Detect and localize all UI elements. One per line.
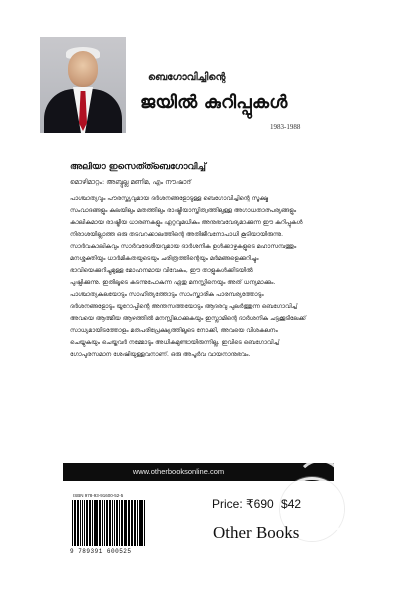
barcode-bar	[144, 500, 145, 546]
author-name: അലിയാ ഇസെത്ത്ബെഗോവിച്ച്	[70, 162, 206, 172]
blurb-line: കാലികമായ രാഷ്ട്രീയ ധാരണകളും ഏറ്റവുമധികം അനുഭവവേദ്യമാക്കുന്ന ഈ കുറിപ്പുകൾ	[70, 219, 303, 226]
website-url[interactable]: www.otherbooksonline.com	[132, 467, 225, 476]
barcode-bar	[107, 500, 108, 546]
title-prefix: ബെഗോവിച്ചിന്റെ	[148, 72, 226, 83]
price	[212, 497, 301, 511]
price-rupee: Price: ₹690	[212, 497, 274, 511]
blurb	[70, 193, 370, 361]
barcode-bar	[112, 500, 113, 546]
barcode-bar	[125, 500, 127, 546]
isbn-text: ISBN 978-93-91600-52-5	[73, 493, 124, 498]
website-band	[63, 463, 334, 481]
barcode-bar	[87, 500, 88, 546]
blurb-line: സാർവകാലികവും സാർവദേശീയവുമായ ദാർശനിക ഉൾക്കാഴ്ചകളുടെ മഹാസമ്പത്തും	[70, 243, 297, 250]
blurb-line: അവയെ ആത്മീയ ആഴത്തിൽ മനസ്സിലാക്കുകയും ഇസ്ലാമിന്റെ ദാർശനിക ചട്ടക്കൂടിലേക്ക്	[70, 315, 306, 322]
blurb-line: പാശ്ചാത്യകലയോടും സാഹിത്യത്തോടും സാംസ്കാരിക പാരമ്പര്യത്തോടും	[70, 291, 264, 298]
blurb-line: ചെയ്യുകയും ചെയ്തവർ നമ്മോടും അധികമുണ്ടായിരുന്നില്ല. ഇവിടെ ബെഗോവിച്ച്	[70, 339, 280, 346]
blurb-line: സാധ്യമായിടത്തോളം മതപരിപ്രേക്ഷ്യത്തിലൂടെ നോക്കി, അവയെ വിശകലനം	[70, 327, 278, 334]
blurb-line: നിരാശയില്ലാത്ത ഒരു തടവറക്കാലത്തിന്റെ അതിജീവനോപാധി കൂടിയായിരുന്നു.	[70, 231, 283, 238]
barcode-bar	[80, 500, 82, 546]
barcode-bar	[140, 500, 142, 546]
blurb-line: ദർശനങ്ങളോടും യൂറോപ്പിന്റെ അന്തസത്തയോടും ആദരവു പുലർത്തുന്ന ബെഗോവിച്ച്	[70, 303, 298, 310]
blurb-line: ഗോപുരസമാന ശേഷിയുള്ളവനാണ്. ഒരു അപൂർവ വായനാനുഭവം.	[70, 351, 251, 358]
barcode-bar	[117, 500, 118, 546]
barcode-bar	[128, 500, 129, 546]
barcode-digits: 9 789391 600525	[70, 548, 132, 555]
author-photo	[40, 37, 126, 133]
book-years: 1983-1988	[270, 123, 301, 131]
translator-credit: മൊഴിമാറ്റം: അബ്ദുല്ല മണിമ, എം നൗഷാദ്	[70, 178, 191, 186]
blurb-line: പുഷ്പിക്കുന്നു. ഇതിലൂടെ കടന്നുപോകുന്ന ഏതു മനസ്സിനെയും അത് ധന്യമാക്കും.	[70, 279, 276, 286]
blurb-line: സംവാദങ്ങളും കലയിലും മതത്തിലും രാഷ്ട്രീയാസ്തിത്വത്തിലുള്ള അഗാധതാത്പര്യങ്ങളും	[70, 207, 297, 214]
publisher-logo: Other Books	[213, 523, 300, 542]
barcode-bar	[72, 500, 73, 546]
barcode-bar	[82, 500, 83, 546]
barcode-bar	[132, 500, 133, 546]
barcode-bar	[102, 500, 103, 546]
blurb-line: പാശ്ചാത്യവും പൗരസ്ത്യവുമായ ദർശനങ്ങളോടുള്ള ബെഗോവിച്ചിന്റെ സൂക്ഷ്മ	[70, 195, 269, 202]
barcode-bar	[95, 500, 97, 546]
barcode-bar	[92, 500, 93, 546]
blurb-line: മനശ്ശക്തിയും ധാർമികതയുടെയും ചരിത്രത്തിന്റെയും മർമങ്ങളെക്കുറിച്ചും	[70, 255, 259, 262]
barcode-bar	[142, 500, 143, 546]
barcode-bar	[110, 500, 112, 546]
barcode-bar	[137, 500, 138, 546]
book-title: ജയിൽ കുറിപ്പുകൾ	[140, 92, 288, 113]
blurb-line: ഭാവിയെക്കുറിച്ചുമുള്ള മോഹനമായ വിവേകം, ഈ താളുകൾക്കിടയിൽ	[70, 267, 253, 274]
barcode	[72, 500, 146, 546]
barcode-bar	[97, 500, 98, 546]
price-dollar: $42	[281, 497, 302, 511]
barcode-bar	[122, 500, 123, 546]
barcode-bar	[77, 500, 78, 546]
